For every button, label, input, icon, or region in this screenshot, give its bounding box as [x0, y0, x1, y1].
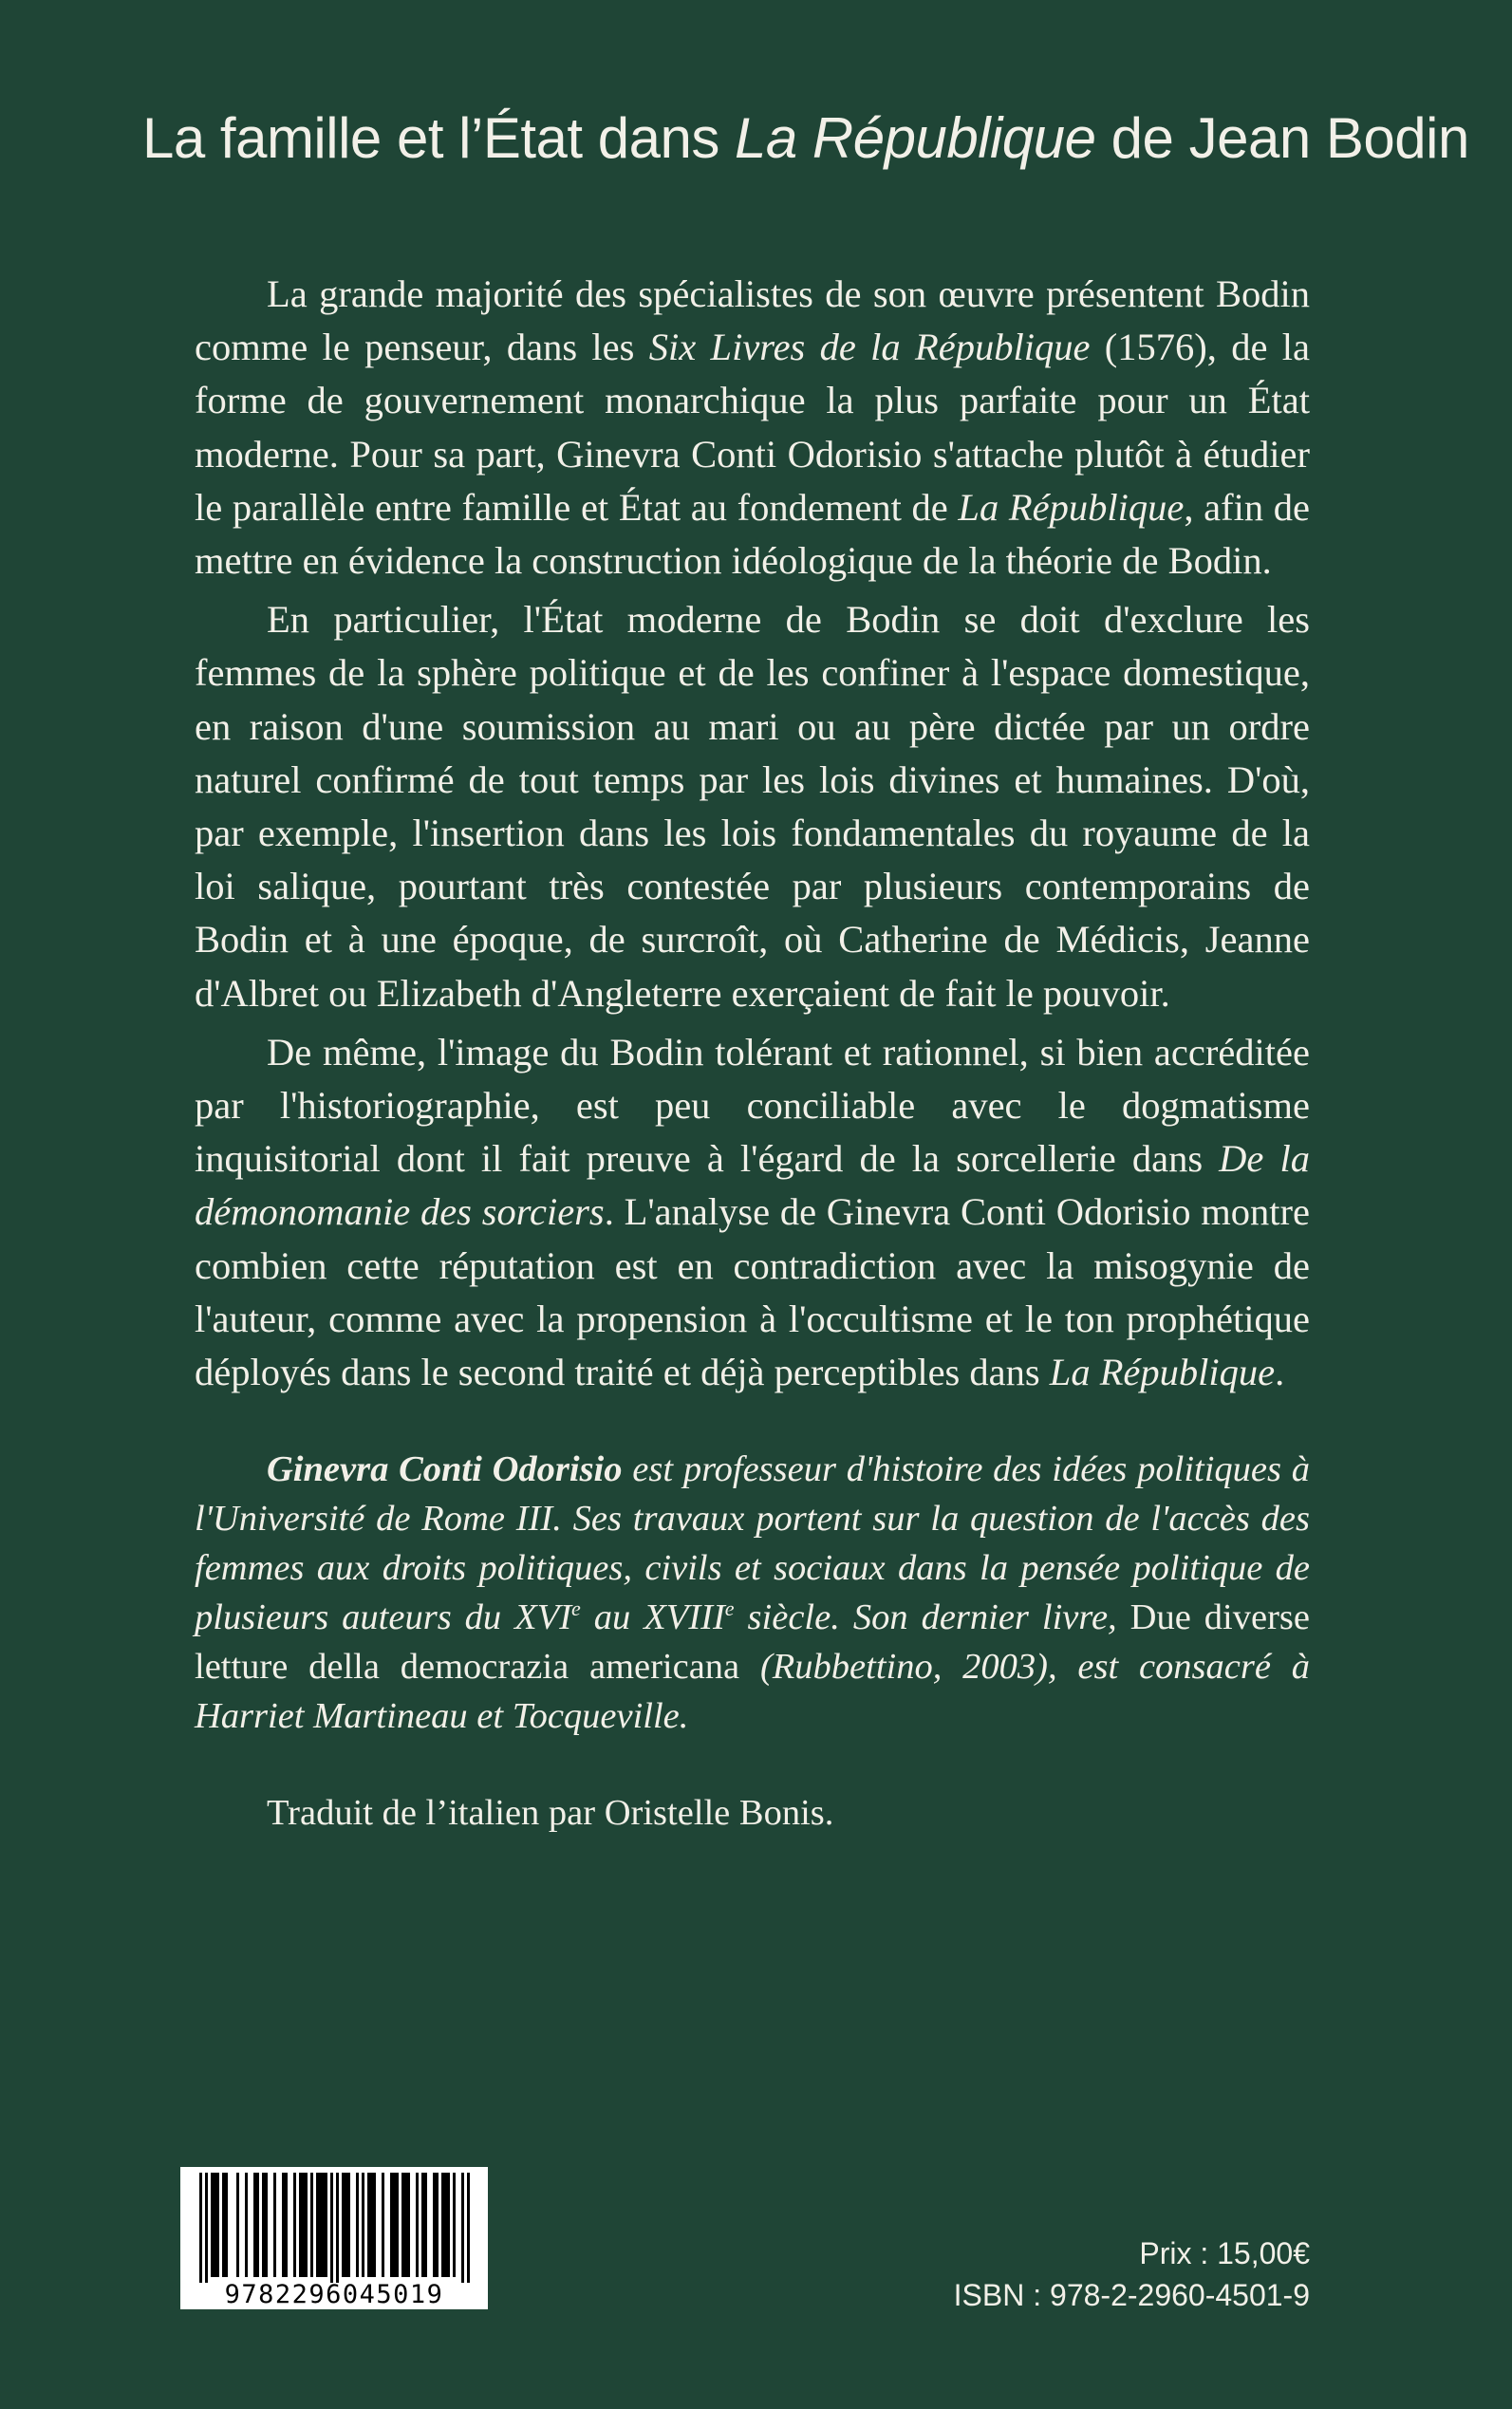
- barcode-bar: [453, 2173, 456, 2277]
- barcode-bar: [447, 2173, 450, 2277]
- barcode-bar: [401, 2173, 404, 2277]
- summary-p1-text-1: La grande majorité des spécialistes de son œuvre présentent Bodin comme le penseur, dans les: [195, 272, 1310, 369]
- summary-paragraph-3: [195, 1026, 1310, 1399]
- bio-text-1: est professeur d'histoire des idées politiques à l'Université de Rome III. Ses travaux portent sur la question de l'accès des femmes aux droits politiques, civils et sociaux dans la pensée politique de plusieurs auteurs du XVI: [195, 1449, 1311, 1637]
- barcode-bar: [373, 2173, 376, 2277]
- summary-p3-text-1: De même, l'image du Bodin tolérant et rationnel, si bien accréditée par l'historiographie, est peu conciliable avec le dogmatisme inquisitorial dont il fait preuve à l'égard de la sorcellerie dans: [195, 1030, 1310, 1181]
- summary-p3-work-title-1: De la démonomanie des sorciers: [195, 1137, 1310, 1234]
- barcode-bar: [390, 2173, 393, 2277]
- barcode-bar: [421, 2173, 424, 2277]
- bio-superscript-1: e: [571, 1597, 581, 1621]
- barcode-bar: [336, 2173, 339, 2283]
- summary-p1-work-title-2: La République: [958, 485, 1185, 529]
- barcode-bar: [444, 2173, 447, 2277]
- barcode-bar: [393, 2173, 396, 2277]
- barcode-bar: [316, 2173, 319, 2277]
- barcode-bar: [416, 2173, 419, 2277]
- summary-text: [195, 268, 1310, 1399]
- barcode-bar: [245, 2173, 248, 2277]
- title-start: La famille et l’État dans: [142, 106, 736, 170]
- barcode-bar: [302, 2173, 305, 2277]
- barcode-bar: [370, 2173, 373, 2277]
- barcode-bar: [256, 2173, 259, 2277]
- summary-p3-text-3: .: [1275, 1351, 1285, 1394]
- price-label: Prix : 15,00€: [1139, 2236, 1310, 2270]
- barcode-bar: [382, 2173, 384, 2277]
- summary-paragraph-1: [195, 268, 1310, 588]
- barcode: [180, 2167, 488, 2309]
- barcode-bar: [367, 2173, 370, 2277]
- barcode-bars: [199, 2173, 470, 2283]
- barcode-bar: [356, 2173, 359, 2277]
- barcode-bar: [325, 2173, 327, 2277]
- bio-text-3: siècle. Son dernier livre,: [734, 1597, 1130, 1637]
- barcode-bar: [436, 2173, 439, 2277]
- barcode-bar: [222, 2173, 225, 2277]
- barcode-bar: [236, 2173, 239, 2277]
- barcode-digits: 9782296045019: [224, 2280, 444, 2309]
- barcode-bar: [205, 2173, 208, 2283]
- barcode-bar: [467, 2173, 470, 2283]
- title-italic: La République: [735, 106, 1096, 170]
- barcode-bar: [285, 2173, 288, 2277]
- barcode-bar: [299, 2173, 302, 2277]
- summary-p1-work-title-1: Six Livres de la République: [648, 326, 1091, 369]
- barcode-bar: [216, 2173, 219, 2277]
- bio-text-2: au XVIII: [580, 1597, 725, 1637]
- summary-p3-text-2: . L'analyse de Ginevra Conti Odorisio montre combien cette réputation est en contradiction avec la misogynie de l'auteur, comme avec la propension à l'occultisme et le ton prophétique déployés dans le second traité et déjà perceptibles dans: [195, 1190, 1310, 1394]
- barcode-bar: [262, 2173, 265, 2277]
- author-bio: [195, 1445, 1310, 1741]
- bio-text-4: (Rubbettino, 2003), est consacré à Harriet Martineau et Tocqueville.: [195, 1647, 1310, 1736]
- barcode-bar: [282, 2173, 285, 2277]
- summary-paragraph-2: En particulier, l'État moderne de Bodin se doit d'exclure les femmes de la sphère politique et de les confiner à l'espace domestique, en raison d'une soumission au mari ou au père dictée par un ordre naturel confirmé de tout temps par les lois divines et humaines. D'où, par exemple, l'insertion dans les lois fondamentales du royaume de la loi salique, pourtant très contestée par plusieurs contemporains de Bodin et à une époque, de surcroît, où Catherine de Médicis, Jeanne d'Albret ou Elizabeth d'Angleterre exerçaient de fait le pouvoir.: [195, 598, 1310, 1015]
- barcode-bar: [273, 2173, 276, 2277]
- barcode-graphic: [180, 2167, 488, 2309]
- summary-p3-work-title-2: La République: [1049, 1351, 1276, 1394]
- summary-p1-text-2: (1576), de la forme de gouvernement monarchique la plus parfaite pour un État moderne. Pour sa part, Ginevra Conti Odorisio s'attache plutôt à étudier le parallèle entre famille et État au fondement de: [195, 326, 1310, 529]
- barcode-bar: [319, 2173, 322, 2277]
- author-name: Ginevra Conti Odorisio: [267, 1449, 623, 1489]
- barcode-bar: [407, 2173, 410, 2277]
- bio-superscript-2: e: [724, 1597, 735, 1621]
- barcode-bar: [330, 2173, 333, 2283]
- translator-credit: Traduit de l’italien par Oristelle Bonis.: [267, 1793, 834, 1833]
- barcode-bar: [404, 2173, 407, 2277]
- barcode-bar: [199, 2173, 202, 2283]
- barcode-bar: [424, 2173, 427, 2277]
- bio-book-title: Due diverse letture della democrazia americana: [195, 1597, 1310, 1687]
- barcode-bar: [310, 2173, 313, 2277]
- barcode-bar: [461, 2173, 464, 2283]
- barcode-bar: [225, 2173, 228, 2277]
- barcode-bar: [305, 2173, 308, 2277]
- barcode-bar: [433, 2173, 436, 2277]
- barcode-bar: [265, 2173, 268, 2277]
- summary-p1-text-3: , afin de mettre en évidence la construction idéologique de la théorie de Bodin.: [195, 485, 1310, 583]
- barcode-bar: [322, 2173, 325, 2277]
- barcode-bar: [347, 2173, 350, 2277]
- barcode-bar: [441, 2173, 444, 2277]
- title-end: de Jean Bodin: [1095, 106, 1469, 170]
- barcode-bar: [293, 2173, 296, 2277]
- barcode-bar: [342, 2173, 345, 2277]
- barcode-bar: [345, 2173, 347, 2277]
- barcode-bar: [362, 2173, 364, 2277]
- barcode-bar: [396, 2173, 399, 2277]
- barcode-bar: [214, 2173, 216, 2277]
- book-title: [142, 104, 1469, 173]
- barcode-bar: [253, 2173, 256, 2277]
- isbn-label: ISBN : 978-2-2960-4501-9: [953, 2278, 1310, 2312]
- barcode-bar: [211, 2173, 214, 2277]
